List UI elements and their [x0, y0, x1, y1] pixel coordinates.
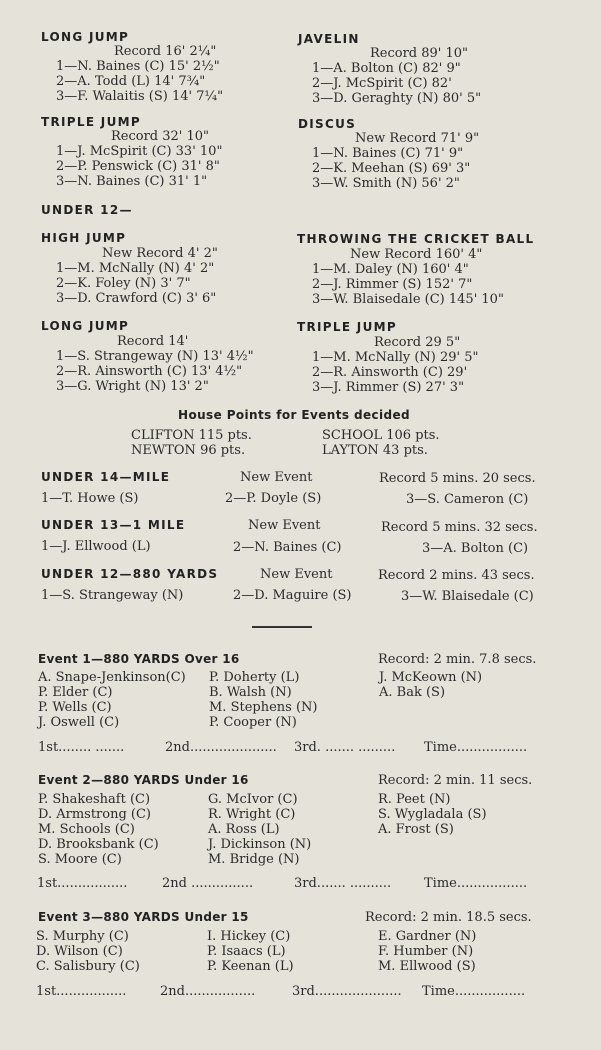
result-line: 1—J. Ellwood (L) [41, 539, 151, 554]
house-points-school: SCHOOL 106 pts. [322, 428, 440, 443]
result-field-2nd[interactable]: 2nd................. [160, 984, 256, 999]
result-line: 3—J. Rimmer (S) 27' 3" [312, 380, 465, 395]
entrant: P. Cooper (N) [209, 715, 297, 730]
result-line: 1—N. Baines (C) 15' 2½" [56, 59, 220, 74]
entrant-list [38, 670, 186, 730]
result-field-2nd[interactable]: 2nd ............... [162, 876, 254, 891]
high-jump-heading: HIGH JUMP [41, 231, 127, 245]
entrant: M. Stephens (N) [209, 700, 318, 715]
entrant: R. Peet (N) [378, 792, 451, 807]
event-1-title: Event 1—880 YARDS Over 16 [38, 652, 240, 666]
u14-mile-heading: UNDER 14—MILE [41, 470, 171, 484]
long-jump-heading: LONG JUMP [41, 30, 130, 44]
entrant: J. Dickinson (N) [208, 837, 312, 852]
result-field-3rd[interactable]: 3rd. ....... ......... [294, 740, 396, 755]
entrant-list [207, 929, 294, 974]
entrant: B. Walsh (N) [209, 685, 292, 700]
entrant: P. Doherty (L) [209, 670, 300, 685]
house-points-layton: LAYTON 43 pts. [322, 443, 428, 458]
event-2-record: Record: 2 min. 11 secs. [378, 773, 533, 788]
entrant: I. Hickey (C) [207, 929, 291, 944]
house-points-clifton: CLIFTON 115 pts. [131, 428, 252, 443]
entrant-list [378, 792, 487, 837]
entrant-list [208, 792, 311, 867]
section-divider [252, 626, 312, 628]
result-line: 2—R. Ainsworth (C) 13' 4½" [56, 364, 243, 379]
cricket-ball-record: New Record 160' 4" [350, 247, 483, 262]
result-line: 2—P. Penswick (C) 31' 8" [56, 159, 220, 174]
entrant: S. Wygladala (S) [378, 807, 487, 822]
discus-heading: DISCUS [298, 117, 357, 131]
entrant: F. Humber (N) [378, 944, 474, 959]
entrant: A. Bak (S) [379, 685, 446, 700]
result-field-time[interactable]: Time................. [424, 876, 528, 891]
under-12-heading: UNDER 12— [41, 203, 133, 217]
result-line: 1—M. McNally (N) 4' 2" [56, 261, 215, 276]
entrant: P. Elder (C) [38, 685, 113, 700]
result-line: 2—P. Doyle (S) [225, 491, 322, 506]
u13-mile-record: Record 5 mins. 32 secs. [381, 520, 538, 535]
result-line: 3—G. Wright (N) 13' 2" [56, 379, 209, 394]
event-1-record: Record: 2 min. 7.8 secs. [378, 652, 537, 667]
result-line: 3—S. Cameron (C) [406, 492, 529, 507]
result-line: 3—F. Walaitis (S) 14' 7¼" [56, 89, 224, 104]
result-field-2nd[interactable]: 2nd..................... [165, 740, 277, 755]
result-line: 2—R. Ainsworth (C) 29' [312, 365, 468, 380]
entrant: S. Murphy (C) [36, 929, 129, 944]
house-points-title: House Points for Events decided [178, 408, 411, 422]
entrant-list [36, 929, 140, 974]
javelin-heading: JAVELIN [298, 32, 360, 46]
triple-jump-record: Record 32' 10" [111, 129, 210, 144]
entrant: M. Bridge (N) [208, 852, 300, 867]
result-line: 2—K. Foley (N) 3' 7" [56, 276, 191, 291]
result-line: 3—A. Bolton (C) [422, 541, 529, 556]
result-line: 1—M. Daley (N) 160' 4" [312, 262, 469, 277]
house-points-newton: NEWTON 96 pts. [131, 443, 246, 458]
high-jump-record: New Record 4' 2" [102, 246, 218, 261]
result-line: 1—N. Baines (C) 71' 9" [312, 146, 464, 161]
u12-880-record: Record 2 mins. 43 secs. [378, 568, 535, 583]
entrant-list [38, 792, 159, 867]
u12-880-status: New Event [260, 567, 333, 582]
entrant: P. Keenan (L) [207, 959, 294, 974]
u13-mile-status: New Event [248, 518, 321, 533]
entrant: J. Oswell (C) [38, 715, 120, 730]
entrant: M. Ellwood (S) [378, 959, 476, 974]
javelin-record: Record 89' 10" [370, 46, 469, 61]
entrant: R. Wright (C) [208, 807, 296, 822]
long-jump-u12-record: Record 14' [117, 334, 189, 349]
result-line: 3—N. Baines (C) 31' 1" [56, 174, 208, 189]
entrant: C. Salisbury (C) [36, 959, 140, 974]
result-field-1st[interactable]: 1st................. [36, 984, 127, 999]
discus-record: New Record 71' 9" [355, 131, 480, 146]
entrant: A. Snape-Jenkinson(C) [38, 670, 186, 685]
result-field-1st[interactable]: 1st................. [37, 876, 128, 891]
entrant: M. Schools (C) [38, 822, 135, 837]
result-line: 1—M. McNally (N) 29' 5" [312, 350, 479, 365]
result-line: 2—A. Todd (L) 14' 7¾" [56, 74, 206, 89]
result-line: 2—J. McSpirit (C) 82' [312, 76, 452, 91]
entrant-list [379, 670, 482, 700]
result-line: 1—S. Strangeway (N) [41, 588, 184, 603]
event-3-record: Record: 2 min. 18.5 secs. [365, 910, 532, 925]
result-field-time[interactable]: Time................. [424, 740, 528, 755]
result-line: 1—S. Strangeway (N) 13' 4½" [56, 349, 254, 364]
result-field-3rd[interactable]: 3rd....... .......... [294, 876, 392, 891]
entrant: P. Shakeshaft (C) [38, 792, 151, 807]
long-jump-u12-heading: LONG JUMP [41, 319, 130, 333]
entrant-list [378, 929, 476, 974]
long-jump-record: Record 16' 2¼" [114, 44, 217, 59]
result-line: 3—D. Crawford (C) 3' 6" [56, 291, 217, 306]
result-line: 1—T. Howe (S) [41, 491, 139, 506]
triple-jump-heading: TRIPLE JUMP [41, 115, 141, 129]
entrant: J. McKeown (N) [379, 670, 483, 685]
result-field-time[interactable]: Time................. [422, 984, 526, 999]
event-2-title: Event 2—880 YARDS Under 16 [38, 773, 249, 787]
u13-mile-heading: UNDER 13—1 MILE [41, 518, 186, 532]
result-line: 2—J. Rimmer (S) 152' 7" [312, 277, 473, 292]
result-line: 2—K. Meehan (S) 69' 3" [312, 161, 471, 176]
entrant: P. Wells (C) [38, 700, 112, 715]
triple-jump-u12-heading: TRIPLE JUMP [297, 320, 397, 334]
result-line: 2—N. Baines (C) [233, 540, 342, 555]
event-3-title: Event 3—880 YARDS Under 15 [38, 910, 249, 924]
entrant: S. Moore (C) [38, 852, 122, 867]
result-line: 3—D. Geraghty (N) 80' 5" [312, 91, 482, 106]
entrant: D. Brooksbank (C) [38, 837, 159, 852]
result-field-3rd[interactable]: 3rd..................... [292, 984, 402, 999]
entrant: E. Gardner (N) [378, 929, 477, 944]
result-line: 3—W. Blaisedale (C) 145' 10" [312, 292, 504, 307]
result-line: 1—J. McSpirit (C) 33' 10" [56, 144, 223, 159]
result-line: 3—W. Blaisedale (C) [401, 589, 534, 604]
triple-jump-u12-record: Record 29 5" [374, 335, 461, 350]
cricket-ball-heading: THROWING THE CRICKET BALL [297, 232, 535, 246]
u14-mile-status: New Event [240, 470, 313, 485]
result-line: 2—D. Maguire (S) [233, 588, 352, 603]
entrant-list [209, 670, 317, 730]
entrant: A. Ross (L) [208, 822, 280, 837]
result-line: 3—W. Smith (N) 56' 2" [312, 176, 460, 191]
entrant: D. Armstrong (C) [38, 807, 152, 822]
result-line: 1—A. Bolton (C) 82' 9" [312, 61, 461, 76]
u14-mile-record: Record 5 mins. 20 secs. [379, 471, 536, 486]
entrant: A. Frost (S) [378, 822, 454, 837]
u12-880-heading: UNDER 12—880 YARDS [41, 567, 219, 581]
entrant: P. Isaacs (L) [207, 944, 286, 959]
entrant: D. Wilson (C) [36, 944, 123, 959]
result-field-1st[interactable]: 1st........ ....... [38, 740, 125, 755]
entrant: G. McIvor (C) [208, 792, 298, 807]
